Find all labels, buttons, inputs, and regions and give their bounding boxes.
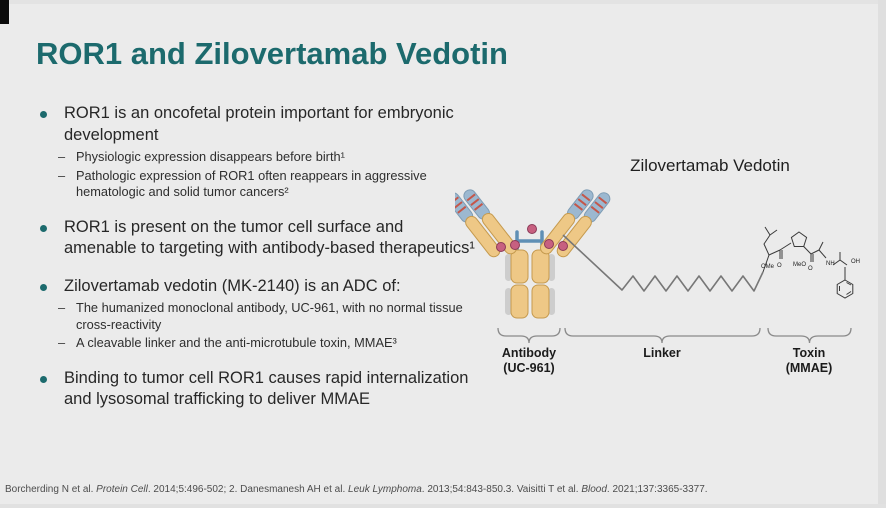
sub-bullet-text: Pathologic expression of ROR1 often reappears in aggressive hematologic and solid tumor cancers² [76, 167, 427, 199]
top-edge-shade [0, 0, 886, 4]
linker-label: Linker [643, 346, 681, 360]
atom-label: O [808, 266, 813, 272]
toxin-bracket [768, 328, 851, 343]
diagram-title: Zilovertamab Vedotin [630, 156, 790, 175]
toxin-label: Toxin [792, 346, 826, 360]
adc-diagram-graphic [455, 150, 886, 400]
linker-zigzag [563, 235, 763, 291]
toxin-structure [761, 227, 860, 298]
sub-bullet-dash-icon: – [58, 335, 66, 350]
footnote-text: Borcherding N et al. [5, 484, 97, 495]
antibody-label: Antibody [501, 346, 557, 360]
bullet-item [36, 368, 476, 411]
linker-bracket [565, 328, 760, 343]
antibody-sublabel: (UC-961) [503, 361, 555, 375]
sub-bullet-dash-icon: – [58, 167, 66, 183]
corner-artifact [0, 0, 9, 24]
atom-label: NH [826, 261, 835, 267]
footnote [5, 484, 883, 495]
bullet-text: ROR1 is present on the tumor cell surface and amenable to targeting with antibody-based therapeutics¹ [64, 217, 475, 257]
footnote-journal: Protein Cell [96, 484, 148, 495]
footnote-text: . 2021;137:3365-3377. [606, 484, 708, 495]
sub-bullet-dash-icon: – [58, 300, 66, 315]
sub-bullet [58, 168, 476, 201]
sub-bullet-text: A cleavable linker and the anti-microtubule toxin, MMAE³ [76, 335, 397, 350]
bullet-dot-icon [40, 225, 47, 232]
bullet-item [36, 217, 476, 260]
bullet-text: Binding to tumor cell ROR1 causes rapid internalization and lysosomal trafficking to deliver MMAE [64, 368, 469, 408]
bullet-item [36, 276, 476, 352]
sub-bullet-text: Physiologic expression disappears before birth¹ [76, 149, 345, 164]
bullet-item [36, 103, 476, 201]
bullet-text: Zilovertamab vedotin (MK-2140) is an ADC of: [64, 276, 401, 295]
footnote-text: . 2014;5:496-502; 2. Danesmanesh AH et al. [147, 484, 349, 495]
sub-bullet [58, 149, 476, 166]
sub-bullet-text: The humanized monoclonal antibody, UC-961, with no normal tissue cross-reactivity [76, 300, 463, 332]
sub-bullet-dash-icon: – [58, 149, 66, 164]
bullet-list [36, 103, 476, 427]
region-brackets [498, 328, 851, 343]
atom-label: OH [851, 259, 860, 265]
sub-bullet [58, 300, 476, 333]
atom-label: O [777, 263, 782, 269]
footnote-text: . 2013;54:843-850.3. Vaisitti T et al. [421, 484, 582, 495]
toxin-sublabel: (MMAE) [785, 361, 833, 375]
slide-title: ROR1 and Zilovertamab Vedotin [36, 36, 508, 71]
bullet-dot-icon [40, 376, 47, 383]
antibody-bracket [498, 328, 560, 343]
footnote-journal: Blood [581, 484, 607, 495]
atom-label: OMe [761, 264, 775, 270]
atom-label: MeO [793, 262, 807, 268]
bullet-dot-icon [40, 284, 47, 291]
bottom-edge-shade [0, 504, 886, 508]
bullet-dot-icon [40, 111, 47, 118]
bullet-text: ROR1 is an oncofetal protein important for embryonic development [64, 104, 454, 144]
antibody-graphic [455, 181, 612, 318]
footnote-journal: Leuk Lymphoma [348, 484, 422, 495]
sub-bullet [58, 335, 476, 352]
